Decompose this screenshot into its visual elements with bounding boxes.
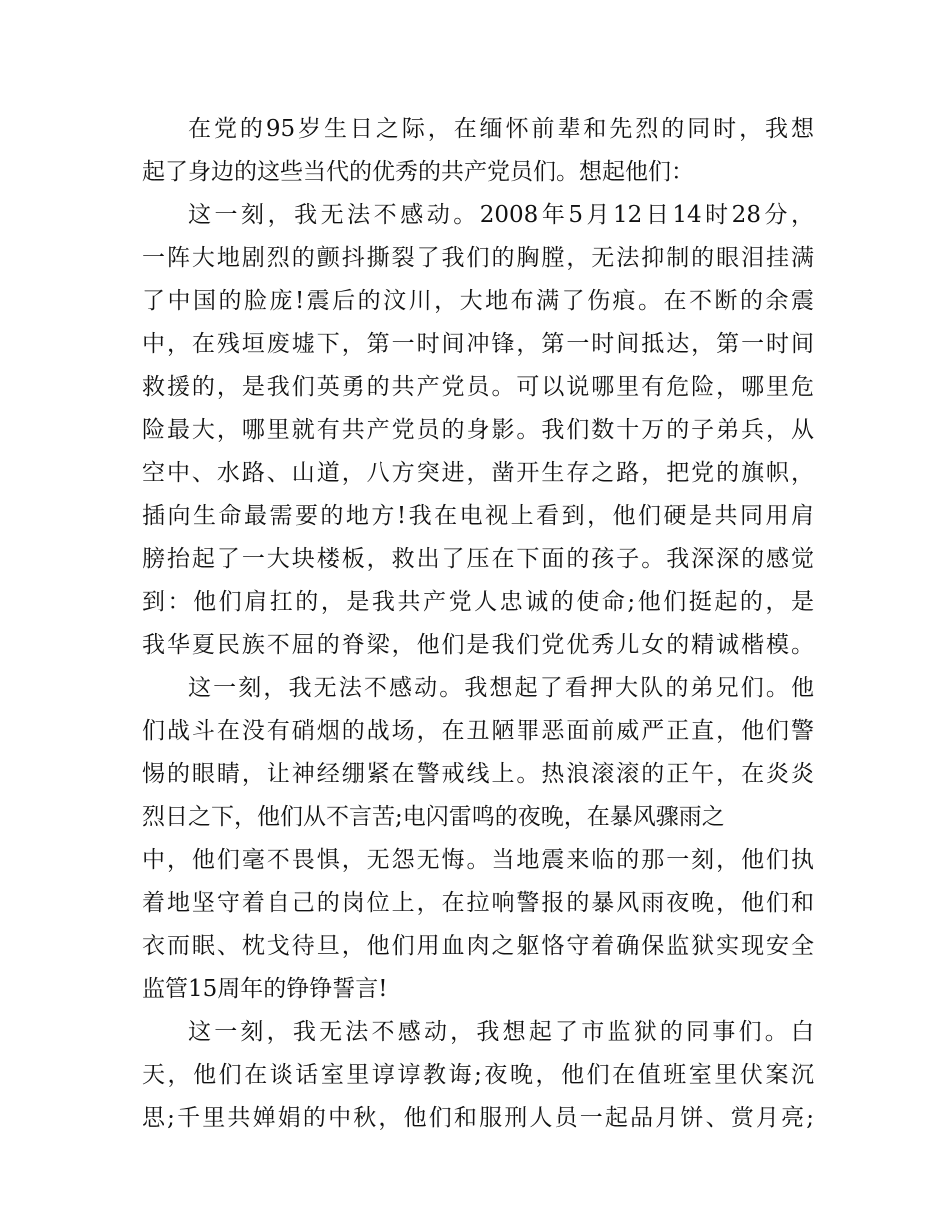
text-line: 中，他们毫不畏惧，无怨无悔。当地震来临的那一刻，他们执 [142,847,814,873]
text-line: 着地坚守着自己的岗位上，在拉响警报的暴风雨夜晚，他们和 [142,890,814,916]
text-line: 烈日之下，他们从不言苦;电闪雷鸣的夜晚，在暴风骤雨之 [142,804,725,830]
text-line: 到：他们肩扛的，是我共产党人忠诚的使命;他们挺起的，是 [142,589,814,615]
text-line: 救援的，是我们英勇的共产党员。可以说哪里有危险，哪里危 [142,374,814,400]
text-line: 惕的眼睛，让神经绷紧在警戒线上。热浪滚滚的正午，在炎炎 [142,761,814,787]
text-line: 了中国的脸庞!震后的汶川，大地布满了伤痕。在不断的余震 [142,288,814,314]
text-line: 中，在残垣废墟下，第一时间冲锋，第一时间抵达，第一时间 [142,331,814,357]
text-line: 起了身边的这些当代的优秀的共产党员们。想起他们： [142,159,694,185]
text-line: 险最大，哪里就有共产党员的身影。我们数十万的子弟兵，从 [142,417,814,443]
text-line: 在党的95岁生日之际，在缅怀前辈和先烈的同时，我想 [188,116,814,142]
text-line: 这一刻，我无法不感动。我想起了看押大队的弟兄们。他 [188,675,814,701]
text-line: 监管15周年的铮铮誓言! [142,976,388,1002]
document-body [142,108,814,1140]
text-line: 空中、水路、山道，八方突进，凿开生存之路，把党的旗帜， [142,460,814,486]
text-line: 插向生命最需要的地方!我在电视上看到，他们硬是共同用肩 [142,503,814,529]
text-line: 们战斗在没有硝烟的战场，在丑陋罪恶面前威严正直，他们警 [142,718,814,744]
text-line: 膀抬起了一大块楼板，救出了压在下面的孩子。我深深的感觉 [142,546,814,572]
text-line: 这一刻，我无法不感动，我想起了市监狱的同事们。白 [188,1019,814,1045]
text-line: 天，他们在谈话室里谆谆教诲;夜晚，他们在值班室里伏案沉 [142,1062,814,1088]
text-line: 我华夏民族不屈的脊梁，他们是我们党优秀儿女的精诚楷模。 [142,632,814,658]
text-line: 思;千里共婵娟的中秋，他们和服刑人员一起品月饼、赏月亮; [142,1105,814,1131]
text-line: 衣而眠、枕戈待旦，他们用血肉之躯恪守着确保监狱实现安全 [142,933,814,959]
text-line: 一阵大地剧烈的颤抖撕裂了我们的胸膛，无法抑制的眼泪挂满 [142,245,814,271]
text-line: 这一刻，我无法不感动。2008年5月12日14时28分， [188,202,814,228]
